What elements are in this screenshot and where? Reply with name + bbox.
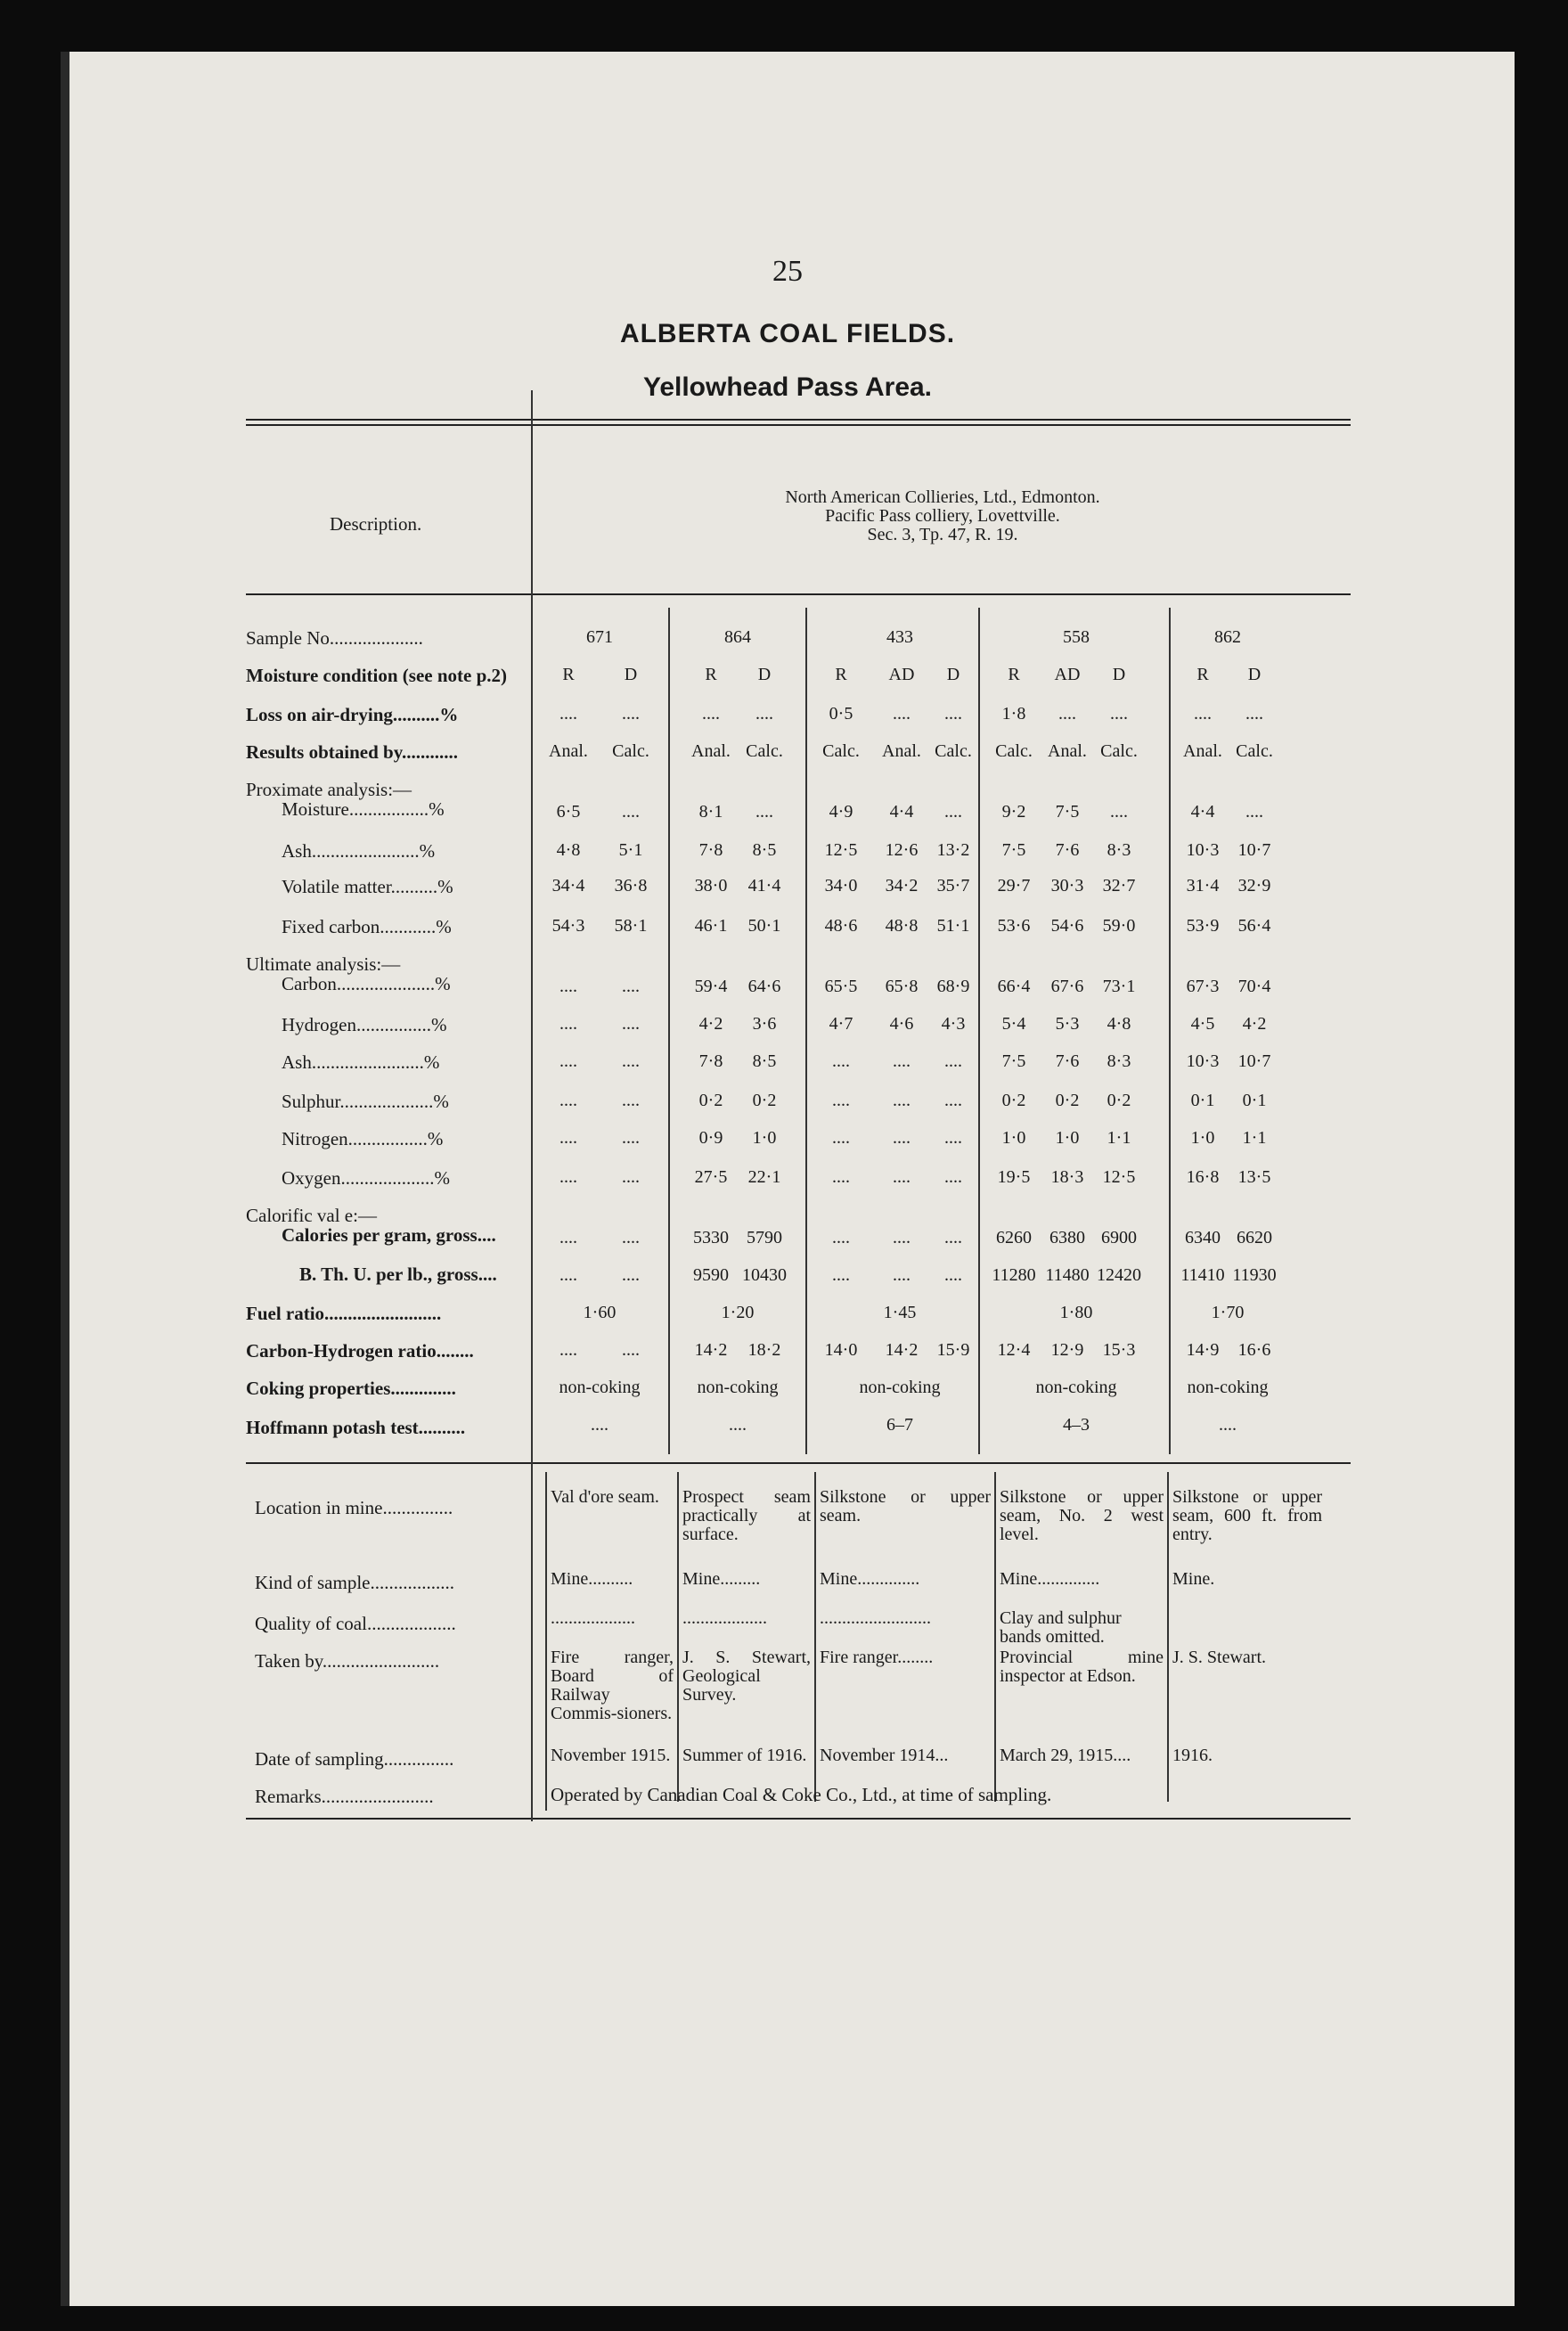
- table-cell-sulphur: ....: [893, 1091, 911, 1110]
- column-rule: [677, 1472, 679, 1802]
- coking-cell: non-coking: [859, 1378, 941, 1397]
- column-rule: [545, 1472, 547, 1811]
- source-header: [542, 488, 1343, 544]
- table-cell-results: Calc.: [822, 741, 860, 761]
- sample-number: 671: [586, 627, 613, 647]
- table-cell-ash: 5·1: [618, 840, 643, 860]
- table-cell-btu: 11930: [1232, 1265, 1277, 1285]
- table-cell-hydrogen: 5·4: [1001, 1014, 1026, 1034]
- table-cell-calories: 6260: [996, 1228, 1032, 1247]
- table-cell-hydrogen: ....: [559, 1014, 577, 1034]
- table-cell-moisture: 4·4: [1190, 802, 1215, 822]
- row-label-sample-no: Sample No....................: [246, 627, 423, 649]
- table-cell-hydrogen: 4·6: [889, 1014, 914, 1034]
- location-cell: Prospect seam practically at surface.: [682, 1487, 811, 1544]
- table-cell-results: Calc.: [612, 741, 649, 761]
- table-cell-nitrogen: 1·1: [1107, 1128, 1131, 1148]
- row-label-ash: Ash.......................%: [282, 840, 436, 862]
- row-label-taken-by: Taken by.........................: [255, 1650, 440, 1672]
- table-cell-ash: 7·5: [1001, 840, 1026, 860]
- row-label-btu: B. Th. U. per lb., gross....: [299, 1264, 497, 1285]
- table-cell-moisture: 8·1: [698, 802, 723, 822]
- row-label-calories: Calories per gram, gross....: [282, 1224, 496, 1246]
- quality-cell: ...................: [682, 1608, 767, 1628]
- table-cell-cond: R: [562, 665, 575, 684]
- top-double-rule-1: [246, 419, 1351, 421]
- table-cell-oxygen: ....: [622, 1167, 640, 1187]
- table-cell-ash: 10·7: [1237, 840, 1271, 860]
- table-cell-ult-ash: ....: [893, 1051, 911, 1071]
- table-cell-cond: D: [757, 665, 772, 684]
- row-label-sulphur: Sulphur....................%: [282, 1091, 449, 1112]
- table-cell-ch-ratio: 16·6: [1237, 1340, 1271, 1360]
- table-cell-btu: ....: [622, 1265, 640, 1285]
- table-cell-ult-ash: 7·6: [1055, 1051, 1080, 1071]
- quality-cell: .........................: [820, 1608, 931, 1628]
- row-label-fixed-carbon: Fixed carbon............%: [282, 916, 452, 937]
- hoffmann-cell: ....: [729, 1415, 747, 1435]
- table-cell-cond: D: [1247, 665, 1262, 684]
- table-cell-ash: 12·5: [824, 840, 858, 860]
- table-cell-loss: ....: [1245, 704, 1263, 724]
- row-label-proximate: Proximate analysis:—: [246, 779, 412, 800]
- table-cell-carbon: 65·5: [824, 977, 858, 996]
- table-cell-results: Calc.: [995, 741, 1033, 761]
- source-line-2: Pacific Pass colliery, Lovettville.: [825, 506, 1060, 526]
- sample-number: 558: [1063, 627, 1090, 647]
- table-cell-btu: 10430: [742, 1265, 787, 1285]
- page-number: 25: [772, 255, 803, 288]
- quality-cell: ...................: [551, 1608, 635, 1628]
- table-cell-cond: D: [946, 665, 960, 684]
- table-cell-carbon: 64·6: [747, 977, 781, 996]
- table-cell-ash: 8·3: [1107, 840, 1131, 860]
- table-cell-ch-ratio: 14·2: [694, 1340, 728, 1360]
- table-cell-fixed: 53·6: [997, 916, 1031, 936]
- fuel-ratio-cell: 1·45: [883, 1303, 917, 1322]
- row-label-coking: Coking properties..............: [246, 1378, 456, 1399]
- table-cell-ult-ash: 10·3: [1186, 1051, 1220, 1071]
- fuel-ratio-cell: 1·60: [583, 1303, 617, 1322]
- coking-cell: non-coking: [697, 1378, 779, 1397]
- document-page: [61, 52, 1515, 2306]
- table-cell-carbon: 70·4: [1237, 977, 1271, 996]
- table-cell-volatile: 34·4: [551, 876, 585, 896]
- table-cell-ult-ash: 8·5: [752, 1051, 777, 1071]
- table-cell-sulphur: 0·2: [1001, 1091, 1026, 1110]
- date-cell: Summer of 1916.: [682, 1746, 807, 1765]
- table-cell-btu: 11480: [1045, 1265, 1090, 1285]
- kind-cell: Mine..............: [820, 1569, 920, 1589]
- table-cell-sulphur: ....: [944, 1091, 962, 1110]
- table-cell-sulphur: 0·2: [752, 1091, 777, 1110]
- column-rule: [994, 1472, 996, 1802]
- table-cell-calories: 6340: [1185, 1228, 1221, 1247]
- table-cell-ash: 8·5: [752, 840, 777, 860]
- table-cell-btu: 11410: [1180, 1265, 1225, 1285]
- table-cell-loss: ....: [702, 704, 720, 724]
- table-cell-fixed: 48·8: [885, 916, 919, 936]
- coking-cell: non-coking: [1035, 1378, 1117, 1397]
- table-cell-fixed: 50·1: [747, 916, 781, 936]
- table-cell-ch-ratio: 14·9: [1186, 1340, 1220, 1360]
- table-cell-ult-ash: 7·8: [698, 1051, 723, 1071]
- table-cell-carbon: ....: [622, 977, 640, 996]
- table-cell-cond: R: [705, 665, 717, 684]
- table-cell-loss: ....: [559, 704, 577, 724]
- date-cell: 1916.: [1172, 1746, 1213, 1765]
- row-label-quality: Quality of coal...................: [255, 1613, 456, 1634]
- table-cell-loss: ....: [622, 704, 640, 724]
- table-cell-ash: 7·6: [1055, 840, 1080, 860]
- table-cell-ch-ratio: ....: [622, 1340, 640, 1360]
- source-line-3: Sec. 3, Tp. 47, R. 19.: [867, 525, 1018, 544]
- table-cell-volatile: 36·8: [614, 876, 648, 896]
- table-cell-oxygen: ....: [832, 1167, 850, 1187]
- table-cell-loss: ....: [944, 704, 962, 724]
- table-cell-oxygen: 22·1: [747, 1167, 781, 1187]
- table-cell-loss: 1·8: [1001, 704, 1026, 724]
- table-cell-sulphur: ....: [559, 1091, 577, 1110]
- table-cell-carbon: 66·4: [997, 977, 1031, 996]
- table-cell-volatile: 38·0: [694, 876, 728, 896]
- date-cell: November 1914...: [820, 1746, 949, 1765]
- source-line-1: North American Collieries, Ltd., Edmonton.: [785, 487, 1100, 507]
- table-cell-carbon: 65·8: [885, 977, 919, 996]
- table-cell-fixed: 48·6: [824, 916, 858, 936]
- table-cell-cond: D: [1112, 665, 1126, 684]
- table-cell-results: Anal.: [1183, 741, 1222, 761]
- table-cell-nitrogen: ....: [622, 1128, 640, 1148]
- table-cell-cond: D: [624, 665, 638, 684]
- hoffmann-cell: ....: [591, 1415, 608, 1435]
- table-cell-ult-ash: 8·3: [1107, 1051, 1131, 1071]
- table-cell-btu: ....: [832, 1265, 850, 1285]
- table-cell-cond: R: [1008, 665, 1020, 684]
- sample-number: 433: [886, 627, 913, 647]
- table-cell-calories: ....: [832, 1228, 850, 1247]
- table-cell-hydrogen: 4·3: [941, 1014, 966, 1034]
- table-cell-nitrogen: ....: [559, 1128, 577, 1148]
- table-cell-cond: R: [1196, 665, 1209, 684]
- row-label-carbon: Carbon.....................%: [282, 973, 451, 994]
- table-cell-btu: 12420: [1097, 1265, 1141, 1285]
- table-cell-moisture: ....: [755, 802, 773, 822]
- location-cell: Silkstone or upper seam.: [820, 1487, 991, 1525]
- table-cell-carbon: 59·4: [694, 977, 728, 996]
- table-cell-ult-ash: 10·7: [1237, 1051, 1271, 1071]
- table-cell-fixed: 58·1: [614, 916, 648, 936]
- date-cell: November 1915.: [551, 1746, 671, 1765]
- table-cell-ult-ash: ....: [944, 1051, 962, 1071]
- table-cell-carbon: 73·1: [1102, 977, 1136, 996]
- row-label-ult-ash: Ash........................%: [282, 1051, 440, 1073]
- table-cell-ch-ratio: 12·9: [1050, 1340, 1084, 1360]
- table-cell-volatile: 34·0: [824, 876, 858, 896]
- kind-cell: Mine..........: [551, 1569, 633, 1589]
- table-cell-calories: 6900: [1101, 1228, 1137, 1247]
- table-cell-moisture: ....: [1245, 802, 1263, 822]
- table-cell-carbon: ....: [559, 977, 577, 996]
- hoffmann-cell: 6–7: [886, 1415, 913, 1435]
- table-cell-moisture: 4·9: [829, 802, 853, 822]
- analysis-bottom-rule: [246, 1462, 1351, 1464]
- table-cell-results: Calc.: [1236, 741, 1273, 761]
- table-cell-loss: ....: [1110, 704, 1128, 724]
- table-cell-btu: ....: [944, 1265, 962, 1285]
- quality-cell: Clay and sulphur bands omitted.: [1000, 1608, 1122, 1647]
- table-bottom-rule: [246, 1818, 1351, 1820]
- remarks-cell: Operated by Canadian Coal & Coke Co., Ltd., at time of sampling.: [551, 1784, 1052, 1805]
- row-label-moisture-condition: Moisture condition (see note p.2): [246, 665, 508, 686]
- table-cell-sulphur: ....: [622, 1091, 640, 1110]
- table-cell-ash: 12·6: [885, 840, 919, 860]
- hoffmann-cell: 4–3: [1063, 1415, 1090, 1435]
- row-label-oxygen: Oxygen....................%: [282, 1167, 450, 1189]
- row-label-results-by: Results obtained by............: [246, 741, 459, 763]
- row-label-nitrogen: Nitrogen.................%: [282, 1128, 444, 1149]
- row-label-hoffmann: Hoffmann potash test..........: [246, 1417, 466, 1438]
- table-cell-cond: AD: [888, 665, 915, 684]
- table-cell-sulphur: 0·1: [1242, 1091, 1267, 1110]
- location-cell: Silkstone or upper seam, 600 ft. from entry.: [1172, 1487, 1322, 1544]
- page-title: ALBERTA COAL FIELDS.: [619, 319, 956, 348]
- table-cell-calories: ....: [559, 1228, 577, 1247]
- column-rule: [814, 1472, 816, 1802]
- taken-by-cell: Provincial mine inspector at Edson.: [1000, 1648, 1164, 1686]
- table-cell-sulphur: ....: [832, 1091, 850, 1110]
- fuel-ratio-cell: 1·70: [1211, 1303, 1245, 1322]
- table-cell-ult-ash: ....: [622, 1051, 640, 1071]
- table-cell-moisture: ....: [1110, 802, 1128, 822]
- table-cell-ch-ratio: 15·3: [1102, 1340, 1136, 1360]
- table-cell-fixed: 46·1: [694, 916, 728, 936]
- table-cell-calories: 5790: [747, 1228, 782, 1247]
- table-cell-fixed: 54·3: [551, 916, 585, 936]
- table-cell-ult-ash: ....: [832, 1051, 850, 1071]
- table-cell-volatile: 35·7: [936, 876, 970, 896]
- table-cell-ash: 7·8: [698, 840, 723, 860]
- column-rule: [668, 608, 670, 1454]
- table-cell-moisture: ....: [622, 802, 640, 822]
- row-label-location: Location in mine...............: [255, 1497, 453, 1518]
- description-header: Description.: [330, 513, 422, 535]
- table-cell-sulphur: 0·1: [1190, 1091, 1215, 1110]
- table-cell-volatile: 41·4: [747, 876, 781, 896]
- table-cell-ash: 13·2: [936, 840, 970, 860]
- table-cell-volatile: 31·4: [1186, 876, 1220, 896]
- row-label-calorific: Calorific val e:—: [246, 1205, 377, 1226]
- table-cell-oxygen: ....: [559, 1167, 577, 1187]
- row-label-moisture: Moisture.................%: [282, 798, 445, 820]
- table-cell-results: Anal.: [1048, 741, 1087, 761]
- table-cell-hydrogen: 5·3: [1055, 1014, 1080, 1034]
- table-cell-hydrogen: 4·2: [698, 1014, 723, 1034]
- table-cell-nitrogen: 1·0: [1001, 1128, 1026, 1148]
- table-cell-btu: 9590: [693, 1265, 729, 1285]
- table-cell-volatile: 32·7: [1102, 876, 1136, 896]
- table-cell-results: Calc.: [1100, 741, 1138, 761]
- table-cell-fixed: 53·9: [1186, 916, 1220, 936]
- table-cell-ult-ash: ....: [559, 1051, 577, 1071]
- location-cell: Val d'ore seam.: [551, 1487, 659, 1507]
- table-cell-btu: 11280: [992, 1265, 1036, 1285]
- row-label-ultimate: Ultimate analysis:—: [246, 953, 401, 975]
- table-cell-oxygen: 13·5: [1237, 1167, 1271, 1187]
- row-label-loss-air-drying: Loss on air-drying..........%: [246, 704, 459, 725]
- table-cell-ch-ratio: ....: [559, 1340, 577, 1360]
- table-cell-moisture: 6·5: [556, 802, 581, 822]
- table-cell-cond: AD: [1054, 665, 1081, 684]
- table-cell-calories: ....: [622, 1228, 640, 1247]
- location-cell: Silkstone or upper seam, No. 2 west level.: [1000, 1487, 1164, 1544]
- table-cell-volatile: 29·7: [997, 876, 1031, 896]
- kind-cell: Mine.: [1172, 1569, 1215, 1589]
- table-cell-nitrogen: 1·0: [1055, 1128, 1080, 1148]
- taken-by-cell: Fire ranger, Board of Railway Commis-sioners.: [551, 1648, 674, 1723]
- table-cell-fixed: 54·6: [1050, 916, 1084, 936]
- table-cell-hydrogen: 4·5: [1190, 1014, 1215, 1034]
- hoffmann-cell: ....: [1219, 1415, 1237, 1435]
- table-cell-ch-ratio: 18·2: [747, 1340, 781, 1360]
- fuel-ratio-cell: 1·80: [1059, 1303, 1093, 1322]
- coking-cell: non-coking: [559, 1378, 641, 1397]
- table-cell-fixed: 56·4: [1237, 916, 1271, 936]
- kind-cell: Mine..............: [1000, 1569, 1100, 1589]
- table-cell-nitrogen: 0·9: [698, 1128, 723, 1148]
- table-cell-btu: ....: [893, 1265, 911, 1285]
- table-cell-oxygen: 16·8: [1186, 1167, 1220, 1187]
- table-cell-carbon: 68·9: [936, 977, 970, 996]
- table-cell-hydrogen: ....: [622, 1014, 640, 1034]
- table-cell-ash: 4·8: [556, 840, 581, 860]
- taken-by-cell: J. S. Stewart, Geological Survey.: [682, 1648, 811, 1705]
- table-cell-results: Calc.: [746, 741, 783, 761]
- table-cell-results: Anal.: [691, 741, 731, 761]
- column-rule: [1167, 1472, 1169, 1802]
- table-cell-calories: ....: [944, 1228, 962, 1247]
- table-cell-hydrogen: 4·2: [1242, 1014, 1267, 1034]
- row-label-ch-ratio: Carbon-Hydrogen ratio........: [246, 1340, 474, 1362]
- top-double-rule-2: [246, 424, 1351, 426]
- table-cell-calories: ....: [893, 1228, 911, 1247]
- table-cell-results: Calc.: [935, 741, 972, 761]
- table-cell-loss: 0·5: [829, 704, 853, 724]
- table-cell-hydrogen: 3·6: [752, 1014, 777, 1034]
- table-cell-volatile: 34·2: [885, 876, 919, 896]
- table-cell-cond: R: [835, 665, 847, 684]
- table-cell-oxygen: 27·5: [694, 1167, 728, 1187]
- table-cell-ch-ratio: 14·0: [824, 1340, 858, 1360]
- date-cell: March 29, 1915....: [1000, 1746, 1131, 1765]
- table-cell-moisture: 9·2: [1001, 802, 1026, 822]
- page-subtitle: Yellowhead Pass Area.: [642, 372, 933, 402]
- table-cell-hydrogen: 4·8: [1107, 1014, 1131, 1034]
- taken-by-cell: J. S. Stewart.: [1172, 1648, 1266, 1667]
- table-cell-calories: 6380: [1049, 1228, 1085, 1247]
- table-cell-hydrogen: 4·7: [829, 1014, 853, 1034]
- table-cell-carbon: 67·6: [1050, 977, 1084, 996]
- table-cell-ult-ash: 7·5: [1001, 1051, 1026, 1071]
- table-cell-sulphur: 0·2: [1107, 1091, 1131, 1110]
- table-cell-fixed: 51·1: [936, 916, 970, 936]
- table-cell-oxygen: 12·5: [1102, 1167, 1136, 1187]
- table-cell-oxygen: 19·5: [997, 1167, 1031, 1187]
- table-cell-nitrogen: ....: [893, 1128, 911, 1148]
- table-cell-nitrogen: 1·0: [752, 1128, 777, 1148]
- table-cell-fixed: 59·0: [1102, 916, 1136, 936]
- table-cell-moisture: ....: [944, 802, 962, 822]
- table-cell-oxygen: 18·3: [1050, 1167, 1084, 1187]
- table-cell-ch-ratio: 14·2: [885, 1340, 919, 1360]
- table-cell-nitrogen: ....: [832, 1128, 850, 1148]
- row-label-volatile: Volatile matter..........%: [282, 876, 453, 897]
- kind-cell: Mine.........: [682, 1569, 761, 1589]
- table-cell-carbon: 67·3: [1186, 977, 1220, 996]
- row-label-hydrogen: Hydrogen................%: [282, 1014, 447, 1035]
- table-cell-oxygen: ....: [893, 1167, 911, 1187]
- table-cell-loss: ....: [1194, 704, 1212, 724]
- table-cell-nitrogen: 1·1: [1242, 1128, 1267, 1148]
- table-cell-nitrogen: 1·0: [1190, 1128, 1215, 1148]
- table-cell-results: Anal.: [882, 741, 921, 761]
- table-cell-oxygen: ....: [944, 1167, 962, 1187]
- table-cell-sulphur: 0·2: [698, 1091, 723, 1110]
- coking-cell: non-coking: [1187, 1378, 1269, 1397]
- table-cell-results: Anal.: [549, 741, 588, 761]
- table-cell-loss: ....: [893, 704, 911, 724]
- table-cell-sulphur: 0·2: [1055, 1091, 1080, 1110]
- table-cell-calories: 5330: [693, 1228, 729, 1247]
- sample-number: 862: [1214, 627, 1241, 647]
- table-cell-moisture: 4·4: [889, 802, 914, 822]
- table-cell-moisture: 7·5: [1055, 802, 1080, 822]
- table-cell-calories: 6620: [1237, 1228, 1272, 1247]
- header-bottom-rule: [246, 593, 1351, 595]
- row-label-remarks: Remarks........................: [255, 1786, 434, 1807]
- table-cell-ch-ratio: 15·9: [936, 1340, 970, 1360]
- table-cell-loss: ....: [1058, 704, 1076, 724]
- table-cell-btu: ....: [559, 1265, 577, 1285]
- row-label-date: Date of sampling...............: [255, 1748, 454, 1770]
- taken-by-cell: Fire ranger........: [820, 1648, 934, 1667]
- table-cell-volatile: 30·3: [1050, 876, 1084, 896]
- table-cell-nitrogen: ....: [944, 1128, 962, 1148]
- row-label-fuel-ratio: Fuel ratio.........................: [246, 1303, 442, 1324]
- fuel-ratio-cell: 1·20: [721, 1303, 755, 1322]
- table-cell-ash: 10·3: [1186, 840, 1220, 860]
- sample-number: 864: [724, 627, 751, 647]
- row-label-kind: Kind of sample..................: [255, 1572, 454, 1593]
- table-cell-loss: ....: [755, 704, 773, 724]
- table-cell-ch-ratio: 12·4: [997, 1340, 1031, 1360]
- table-cell-volatile: 32·9: [1237, 876, 1271, 896]
